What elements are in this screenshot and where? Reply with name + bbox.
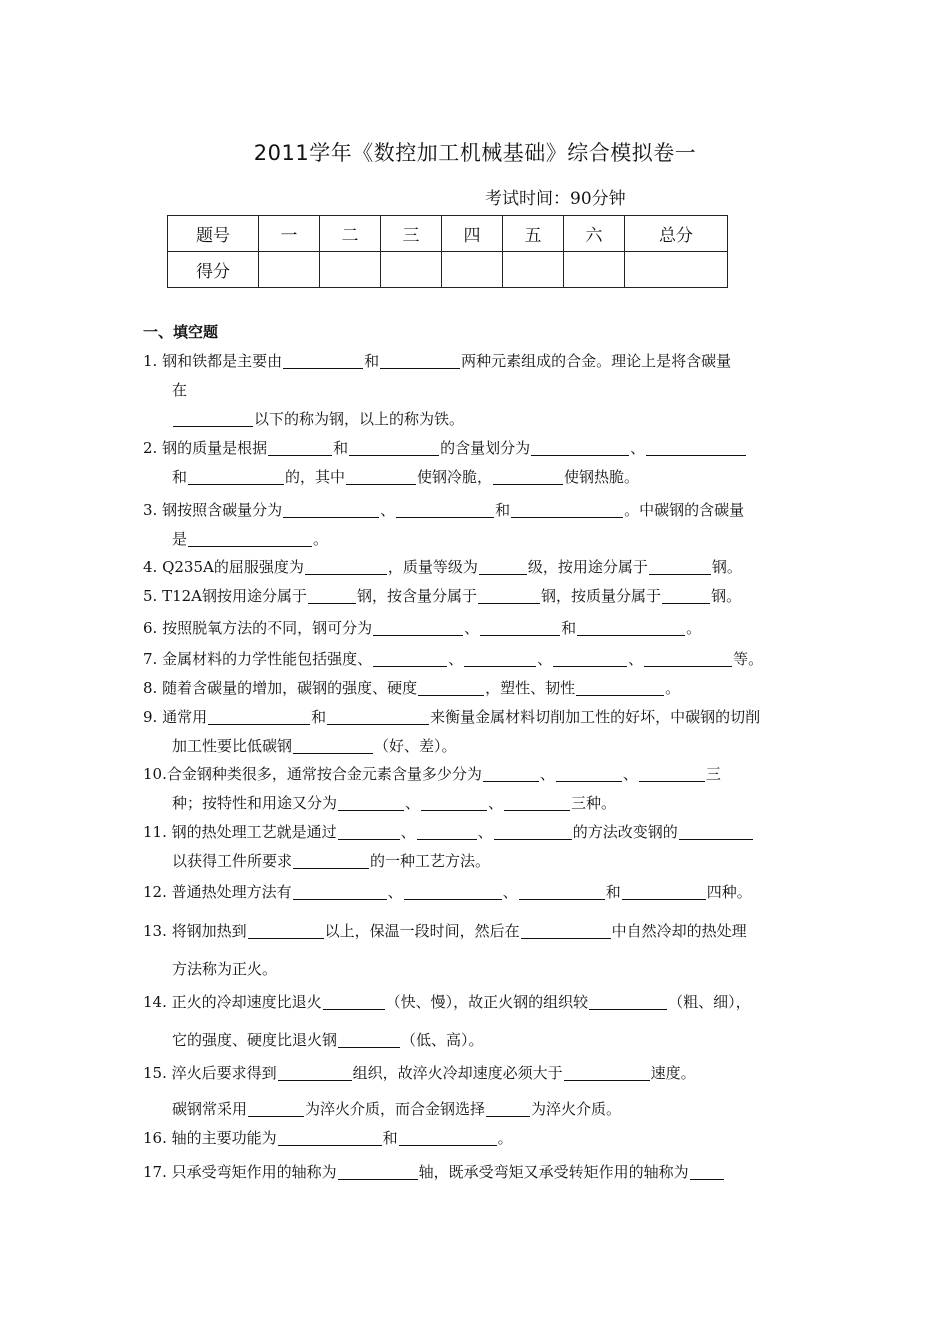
answer-blank[interactable] <box>278 1064 352 1081</box>
answer-blank[interactable] <box>268 439 332 456</box>
question-text: 、 <box>387 883 403 901</box>
question-text: 钢的热处理工艺就是通过 <box>171 823 337 841</box>
question-text: 。中碳钢的含碳量 <box>624 501 745 519</box>
score-cell-2[interactable] <box>320 252 381 288</box>
answer-blank[interactable] <box>646 439 746 456</box>
answer-blank[interactable] <box>373 650 447 667</box>
question-text: 两种元素组成的合金。理论上是将含碳量 <box>461 352 732 370</box>
question-number: 13. <box>143 922 167 940</box>
question-text: 和 <box>495 501 511 519</box>
score-table-cell: 五 <box>503 216 564 252</box>
question-text: 的方法改变钢的 <box>572 823 678 841</box>
question-number: 5. <box>143 587 158 605</box>
question-text: ，质量等级为 <box>387 558 478 576</box>
answer-blank[interactable] <box>248 922 324 939</box>
score-table-cell: 一 <box>259 216 320 252</box>
question-text: 等。 <box>733 650 764 668</box>
question-text: （粗、细）， <box>668 993 751 1011</box>
score-table-cell: 总分 <box>625 216 728 252</box>
answer-blank[interactable] <box>504 794 570 811</box>
question-text: 加工性要比低碳钢 <box>172 737 293 755</box>
question-number: 2. <box>143 439 158 457</box>
answer-blank[interactable] <box>338 1163 418 1180</box>
question-text: 和 <box>333 439 349 457</box>
question-number: 1. <box>143 352 158 370</box>
question-text: 正火的冷却速度比退火 <box>171 993 322 1011</box>
question-text: ，塑性、韧性 <box>485 679 576 697</box>
answer-blank[interactable] <box>483 765 539 782</box>
answer-blank[interactable] <box>293 737 373 754</box>
score-cell-4[interactable] <box>442 252 503 288</box>
score-cell-6[interactable] <box>564 252 625 288</box>
question-text: 、 <box>448 650 464 668</box>
question-text: 为淬火介质。 <box>531 1100 622 1118</box>
answer-blank[interactable] <box>556 765 622 782</box>
question-text: 钢的质量是根据 <box>162 439 268 457</box>
answer-blank[interactable] <box>478 587 540 604</box>
question-text: 。 <box>686 619 702 637</box>
question-5 <box>143 582 741 611</box>
score-table-cell: 得分 <box>168 252 259 288</box>
question-text: 来衡量金属材料切削加工性的好坏，中碳钢的切削 <box>430 708 761 726</box>
question-text: 的含量划分为 <box>440 439 531 457</box>
question-text: 方法称为正火。 <box>172 960 278 978</box>
answer-blank[interactable] <box>486 1100 530 1117</box>
answer-blank[interactable] <box>346 468 416 485</box>
question-text: 。 <box>313 530 329 548</box>
question-text: 组织，故淬火冷却速度必须大于 <box>352 1064 563 1082</box>
question-text: 中自然冷却的热处理 <box>611 922 747 940</box>
question-text: 、 <box>502 883 518 901</box>
answer-blank[interactable] <box>421 794 487 811</box>
question-text: 、 <box>622 765 638 783</box>
question-text: 、 <box>628 650 644 668</box>
answer-blank[interactable] <box>293 883 387 900</box>
answer-blank[interactable] <box>589 993 667 1010</box>
question-text: 级，按用途分属于 <box>527 558 648 576</box>
score-table <box>167 215 728 288</box>
question-text: 钢。 <box>711 587 742 605</box>
question-6 <box>143 614 701 643</box>
answer-blank[interactable] <box>349 439 439 456</box>
question-text: 合金钢种类很多，通常按合金元素含量多少分为 <box>166 765 482 783</box>
score-table-cell: 题号 <box>168 216 259 252</box>
answer-blank[interactable] <box>519 883 605 900</box>
answer-blank[interactable] <box>479 558 527 575</box>
question-text: 钢和铁都是主要由 <box>162 352 283 370</box>
score-table-cell: 二 <box>320 216 381 252</box>
question-number: 14. <box>143 993 167 1011</box>
answer-blank[interactable] <box>399 1129 497 1146</box>
question-text: T12A钢按用途分属于 <box>162 587 308 605</box>
question-text: 、 <box>488 794 504 812</box>
question-number: 8. <box>143 679 158 697</box>
question-text: 随着含碳量的增加，碳钢的强度、硬度 <box>162 679 418 697</box>
question-number: 12. <box>143 883 167 901</box>
question-text: 和 <box>382 1129 398 1147</box>
question-text: 通常用 <box>162 708 208 726</box>
answer-blank[interactable] <box>577 619 685 636</box>
question-text: 轴，既承受弯矩又承受转矩作用的轴称为 <box>418 1163 689 1181</box>
question-text: 以上，保温一段时间，然后在 <box>324 922 520 940</box>
question-13 <box>143 912 747 988</box>
answer-blank[interactable] <box>327 708 429 725</box>
question-text: （低、高）。 <box>401 1031 484 1049</box>
question-text: 它的强度、硬度比退火钢 <box>172 1031 338 1049</box>
answer-blank[interactable] <box>679 823 753 840</box>
question-text: 使钢热脆。 <box>564 468 640 486</box>
score-table-cell: 三 <box>381 216 442 252</box>
answer-blank[interactable] <box>531 439 629 456</box>
question-text: 普通热处理方法有 <box>171 883 292 901</box>
question-8 <box>143 674 680 703</box>
answer-blank[interactable] <box>662 587 710 604</box>
question-17 <box>143 1158 725 1187</box>
question-text: 按照脱氧方法的不同，钢可分为 <box>162 619 373 637</box>
question-1 <box>143 347 731 434</box>
question-text: 的一种工艺方法。 <box>370 852 491 870</box>
question-3 <box>143 496 744 554</box>
question-text: 和 <box>561 619 577 637</box>
score-cell-3[interactable] <box>381 252 442 288</box>
answer-blank[interactable] <box>576 679 664 696</box>
question-7 <box>143 645 763 674</box>
answer-blank[interactable] <box>494 823 572 840</box>
question-text: 、 <box>400 823 416 841</box>
answer-blank[interactable] <box>208 708 310 725</box>
question-text: 四种。 <box>706 883 752 901</box>
question-text: （快、慢），故正火钢的组织较 <box>385 993 589 1011</box>
score-table-cell: 六 <box>564 216 625 252</box>
answer-blank[interactable] <box>188 468 284 485</box>
question-text: 金属材料的力学性能包括强度、 <box>162 650 373 668</box>
question-text: 以下的称为钢，以上的称为铁。 <box>254 410 465 428</box>
question-text: 淬火后要求得到 <box>171 1064 277 1082</box>
question-text: 将钢加热到 <box>171 922 247 940</box>
question-text: 和 <box>605 883 621 901</box>
question-text: 钢，按质量分属于 <box>541 587 662 605</box>
answer-blank[interactable] <box>305 558 387 575</box>
question-text: 是 <box>172 530 188 548</box>
answer-blank[interactable] <box>639 765 705 782</box>
answer-blank[interactable] <box>511 501 623 518</box>
question-text: 三 <box>705 765 721 783</box>
question-15 <box>143 1055 696 1127</box>
question-text: 。 <box>665 679 681 697</box>
question-2 <box>143 434 747 492</box>
answer-blank[interactable] <box>480 619 560 636</box>
question-text: 和 <box>172 468 188 486</box>
question-text: 速度。 <box>650 1064 696 1082</box>
question-text: 、 <box>630 439 646 457</box>
question-number: 10. <box>143 765 167 783</box>
question-text: 、 <box>539 765 555 783</box>
answer-blank[interactable] <box>308 587 356 604</box>
question-number: 9. <box>143 708 158 726</box>
question-number: 3. <box>143 501 158 519</box>
question-text: （好、差）。 <box>374 737 457 755</box>
question-number: 16. <box>143 1129 167 1147</box>
answer-blank[interactable] <box>338 794 404 811</box>
question-text: 碳钢常采用 <box>172 1100 248 1118</box>
score-cell-5[interactable] <box>503 252 564 288</box>
question-number: 15. <box>143 1064 167 1082</box>
question-text: 钢，按含量分属于 <box>357 587 478 605</box>
question-text: 、 <box>380 501 396 519</box>
answer-blank[interactable] <box>464 650 536 667</box>
answer-blank[interactable] <box>622 883 706 900</box>
question-number: 17. <box>143 1163 167 1181</box>
question-text: 、 <box>405 794 421 812</box>
question-text: 、 <box>464 619 480 637</box>
question-text: 在 <box>172 381 188 399</box>
question-number: 6. <box>143 619 158 637</box>
answer-blank[interactable] <box>649 558 711 575</box>
question-text: 为淬火介质，而合金钢选择 <box>305 1100 486 1118</box>
question-text: 、 <box>477 823 493 841</box>
answer-blank[interactable] <box>380 352 460 369</box>
question-text: 轴的主要功能为 <box>171 1129 277 1147</box>
answer-blank[interactable] <box>417 823 477 840</box>
score-table-header-row <box>168 216 728 252</box>
score-table-cell: 四 <box>442 216 503 252</box>
answer-blank[interactable] <box>338 1031 400 1048</box>
answer-blank[interactable] <box>690 1163 724 1180</box>
question-16 <box>143 1124 513 1153</box>
question-10 <box>143 760 721 818</box>
answer-blank[interactable] <box>553 650 627 667</box>
answer-blank[interactable] <box>493 468 563 485</box>
answer-blank[interactable] <box>283 501 379 518</box>
answer-blank[interactable] <box>396 501 494 518</box>
answer-blank[interactable] <box>418 679 484 696</box>
question-text: 只承受弯矩作用的轴称为 <box>171 1163 337 1181</box>
answer-blank[interactable] <box>283 352 363 369</box>
score-table-score-row <box>168 252 728 288</box>
exam-title: 2011学年《数控加工机械基础》综合模拟卷一 <box>253 141 697 165</box>
question-number: 7. <box>143 650 158 668</box>
question-text: 以获得工件所要求 <box>172 852 293 870</box>
question-text: 。 <box>497 1129 513 1147</box>
score-cell-total[interactable] <box>625 252 728 288</box>
answer-blank[interactable] <box>188 530 312 547</box>
question-text: 钢按照含碳量分为 <box>162 501 283 519</box>
question-text: 种；按特性和用途又分为 <box>172 794 338 812</box>
question-number: 4. <box>143 558 158 576</box>
section-heading: 一、填空题 <box>143 323 219 341</box>
exam-time: 考试时间：90分钟 <box>485 189 626 209</box>
answer-blank[interactable] <box>248 1100 304 1117</box>
question-text: 三种。 <box>571 794 617 812</box>
answer-blank[interactable] <box>564 1064 650 1081</box>
answer-blank[interactable] <box>323 993 385 1010</box>
answer-blank[interactable] <box>293 852 369 869</box>
question-text: 钢。 <box>711 558 742 576</box>
question-text: 的，其中 <box>285 468 346 486</box>
question-text: 、 <box>537 650 553 668</box>
score-cell-1[interactable] <box>259 252 320 288</box>
answer-blank[interactable] <box>173 410 253 427</box>
answer-blank[interactable] <box>404 883 502 900</box>
question-text: 和 <box>311 708 327 726</box>
question-9 <box>143 703 760 761</box>
question-text: 和 <box>364 352 380 370</box>
question-12 <box>143 878 752 907</box>
question-11 <box>143 818 754 876</box>
answer-blank[interactable] <box>278 1129 382 1146</box>
answer-blank[interactable] <box>521 922 611 939</box>
question-text: 使钢冷脆， <box>417 468 493 486</box>
question-text: Q235A的屈服强度为 <box>162 558 304 576</box>
answer-blank[interactable] <box>644 650 732 667</box>
question-number: 11. <box>143 823 167 841</box>
answer-blank[interactable] <box>373 619 463 636</box>
answer-blank[interactable] <box>338 823 400 840</box>
question-4 <box>143 553 742 582</box>
question-14 <box>143 983 751 1059</box>
